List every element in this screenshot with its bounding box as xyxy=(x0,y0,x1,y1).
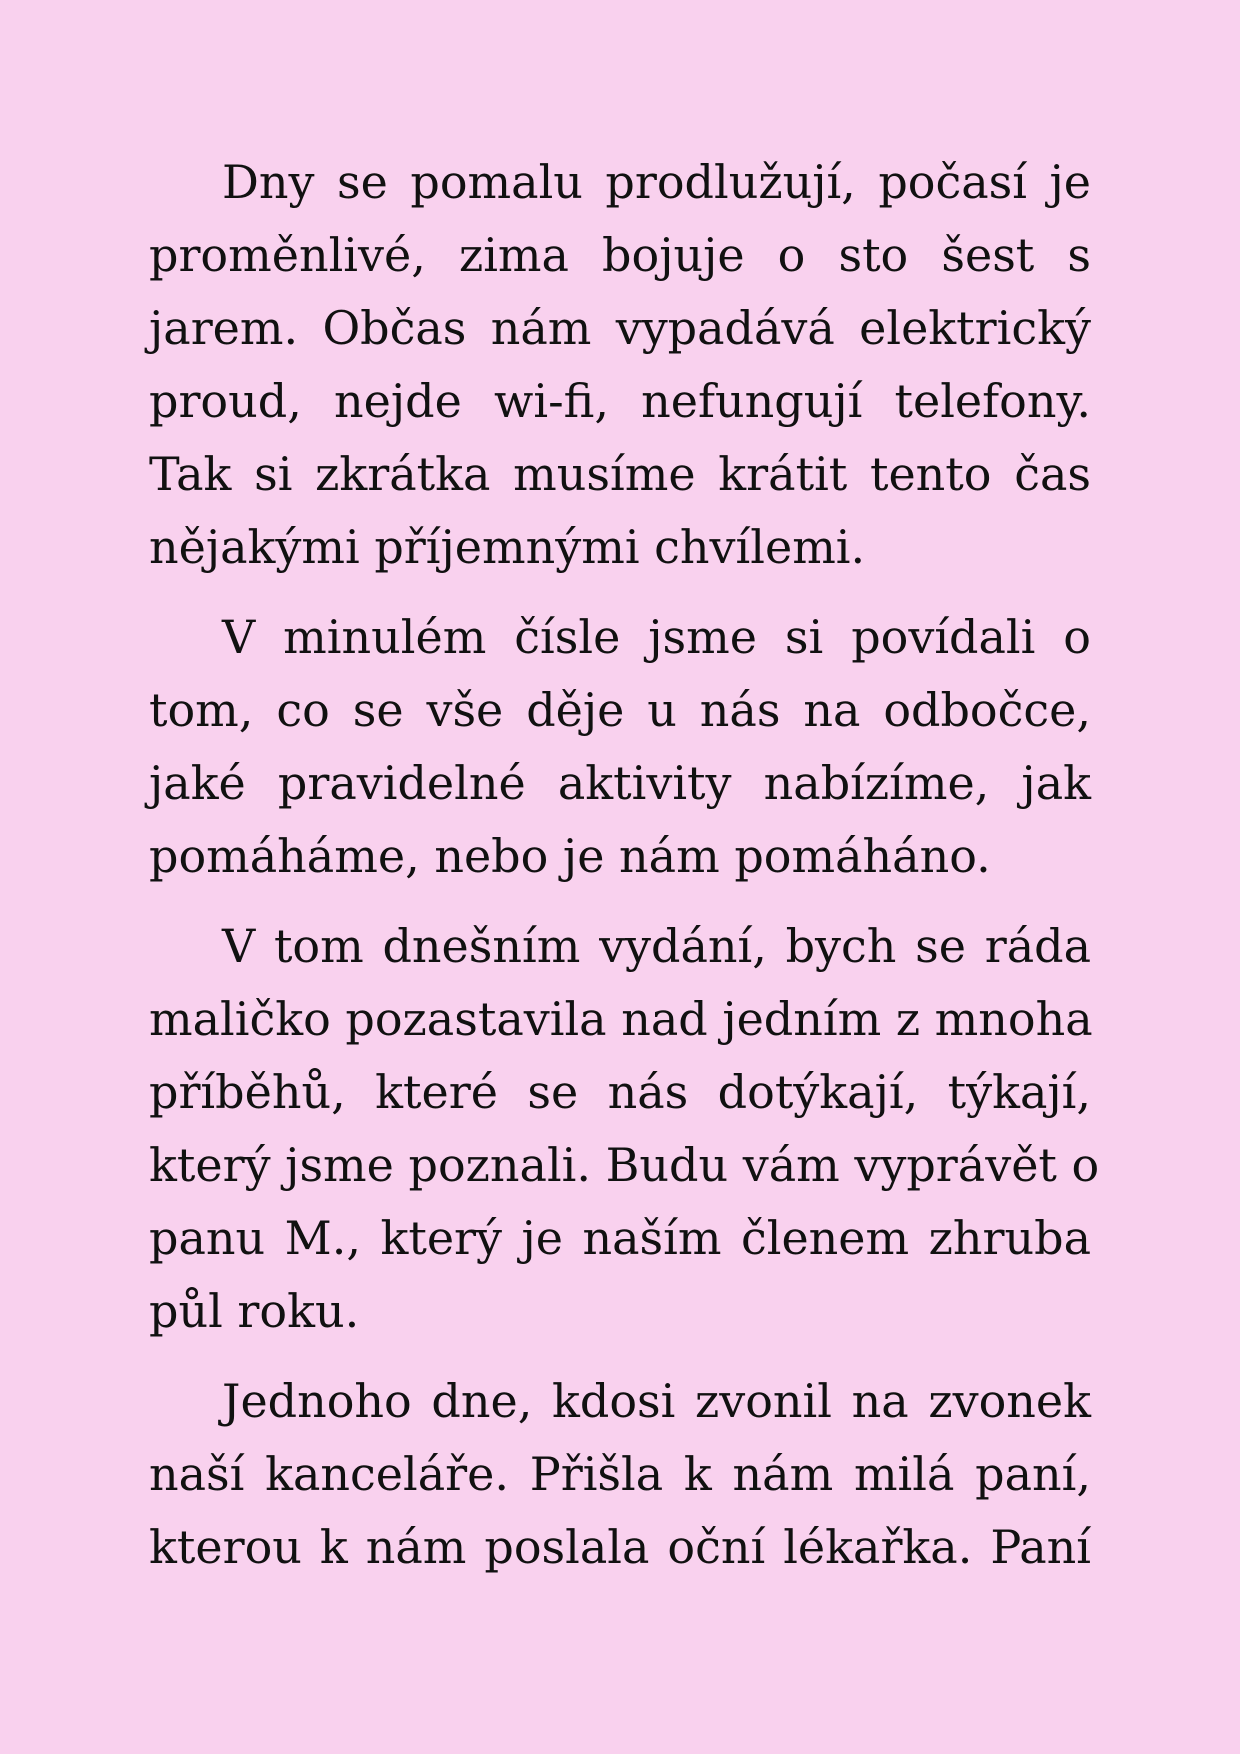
text-line: pomáháme, nebo je nám pomáháno. xyxy=(149,829,991,883)
text-line: panu M., který je naším členem zhruba xyxy=(149,1211,1091,1265)
text-line: jaké pravidelné aktivity nabízíme, jak xyxy=(149,756,1091,810)
paragraph-3 xyxy=(149,910,1100,1348)
text-line: V minulém čísle jsme si povídali o xyxy=(222,610,1091,664)
text-line: proud, nejde wi-fi, nefungují telefony. xyxy=(149,374,1091,428)
paragraph-2 xyxy=(149,601,1091,893)
text-line: nějakými příjemnými chvílemi. xyxy=(149,520,866,574)
text-line: Jednoho dne, kdosi zvonil na zvonek xyxy=(222,1374,1091,1428)
paragraph-1 xyxy=(149,146,1091,584)
text-line: Dny se pomalu prodlužují, počasí je xyxy=(222,155,1091,209)
text-line: maličko pozastavila nad jedním z mnoha xyxy=(149,992,1093,1046)
document-page xyxy=(149,146,1100,1601)
text-line: který jsme poznali. Budu vám vyprávět o xyxy=(149,1138,1100,1192)
text-line: příběhů, které se nás dotýkají, týkají, xyxy=(149,1065,1091,1119)
text-line: jarem. Občas nám vypadává elektrický xyxy=(149,301,1091,355)
text-line: půl roku. xyxy=(149,1284,360,1338)
text-line: V tom dnešním vydání, bych se ráda xyxy=(222,919,1091,973)
text-line: kterou k nám poslala oční lékařka. Paní xyxy=(149,1520,1091,1574)
text-line: proměnlivé, zima bojuje o sto šest s xyxy=(149,228,1091,282)
paragraph-4 xyxy=(149,1365,1091,1584)
text-line: naší kanceláře. Přišla k nám milá paní, xyxy=(149,1447,1091,1501)
text-line: tom, co se vše děje u nás na odbočce, xyxy=(149,683,1091,737)
text-line: Tak si zkrátka musíme krátit tento čas xyxy=(149,447,1091,501)
